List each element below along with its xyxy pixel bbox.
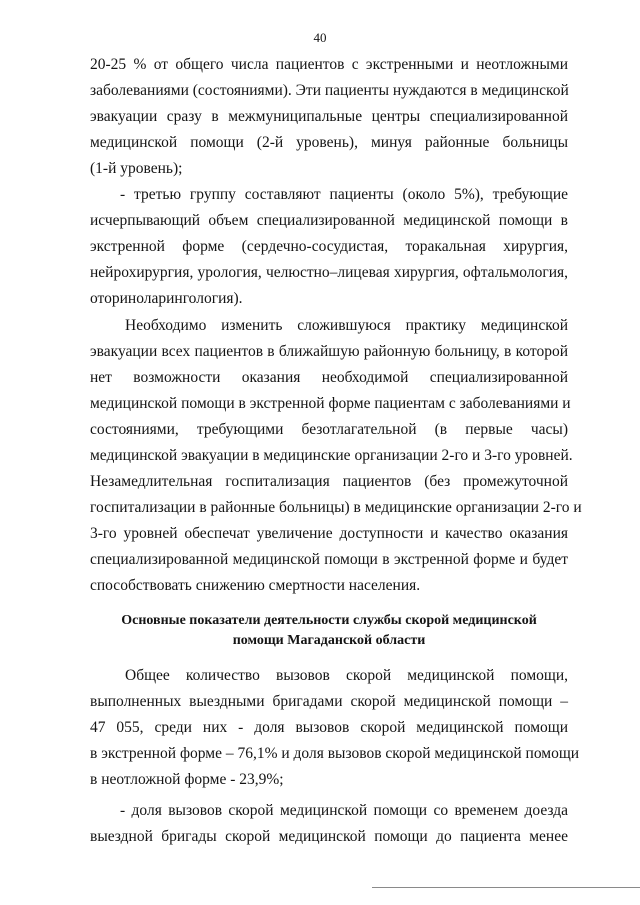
footer-rule — [372, 887, 640, 888]
text-line: специализированной медицинской помощи в экстренной форме и будет — [90, 551, 568, 568]
section-heading-line: помощи Магаданской области — [232, 633, 426, 648]
text-line: в экстренной форме – 76,1% и доля вызовов скорой медицинской помощи — [90, 745, 580, 762]
text-line: экстренной форме (сердечно-сосудистая, торакальная хирургия, — [90, 238, 568, 255]
text-line: в неотложной форме - 23,9%; — [90, 771, 284, 788]
text-line: оториноларингология). — [90, 290, 243, 307]
text-line: 47 055, среди них - доля вызовов скорой медицинской помощи — [90, 719, 568, 736]
text-line: медицинской помощи в экстренной форме пациентам с заболеваниями и — [90, 395, 571, 412]
text-line: исчерпывающий объем специализированной медицинской помощи в — [90, 212, 568, 229]
text-line: (1-й уровень); — [90, 160, 183, 177]
text-line: - доля вызовов скорой медицинской помощи со временем доезда — [120, 802, 568, 819]
text-line: 3-го уровней обеспечат увеличение доступности и качество оказания — [90, 525, 568, 542]
text-line: медицинской помощи (2-й уровень), минуя районные больницы — [90, 134, 568, 151]
text-line: нейрохирургия, урология, челюстно–лицевая хирургия, офтальмология, — [90, 264, 568, 281]
text-line: эвакуации сразу в межмуниципальные центры специализированной — [90, 108, 568, 125]
text-line: Общее количество вызовов скорой медицинской помощи, — [125, 667, 568, 684]
section-heading-line: Основные показатели деятельности службы скорой медицинской — [121, 613, 537, 628]
text-line: способствовать снижению смертности населения. — [90, 577, 421, 594]
text-line: состояниями, требующими безотлагательной (в первые часы) — [90, 421, 568, 438]
text-line: нет возможности оказания необходимой специализированной — [90, 369, 568, 386]
text-line: выездной бригады скорой медицинской помощи до пациента менее — [90, 828, 568, 845]
text-line: госпитализации в районные больницы) в медицинские организации 2-го и — [90, 499, 582, 516]
text-line: - третью группу составляют пациенты (около 5%), требующие — [120, 186, 568, 203]
text-line: эвакуации всех пациентов в ближайшую районную больницу, в которой — [90, 343, 568, 360]
text-line: Необходимо изменить сложившуюся практику медицинской — [125, 317, 568, 334]
text-line: 20-25 % от общего числа пациентов с экстренными и неотложными — [90, 56, 568, 73]
text-line: заболеваниями (состояниями). Эти пациенты нуждаются в медицинской — [90, 82, 569, 99]
text-line: Незамедлительная госпитализация пациентов (без промежуточной — [90, 473, 568, 490]
page-number: 40 — [313, 30, 327, 45]
text-line: медицинской эвакуации в медицинские организации 2-го и 3-го уровней. — [90, 447, 573, 464]
text-line: выполненных выездными бригадами скорой медицинской помощи – — [90, 693, 568, 710]
